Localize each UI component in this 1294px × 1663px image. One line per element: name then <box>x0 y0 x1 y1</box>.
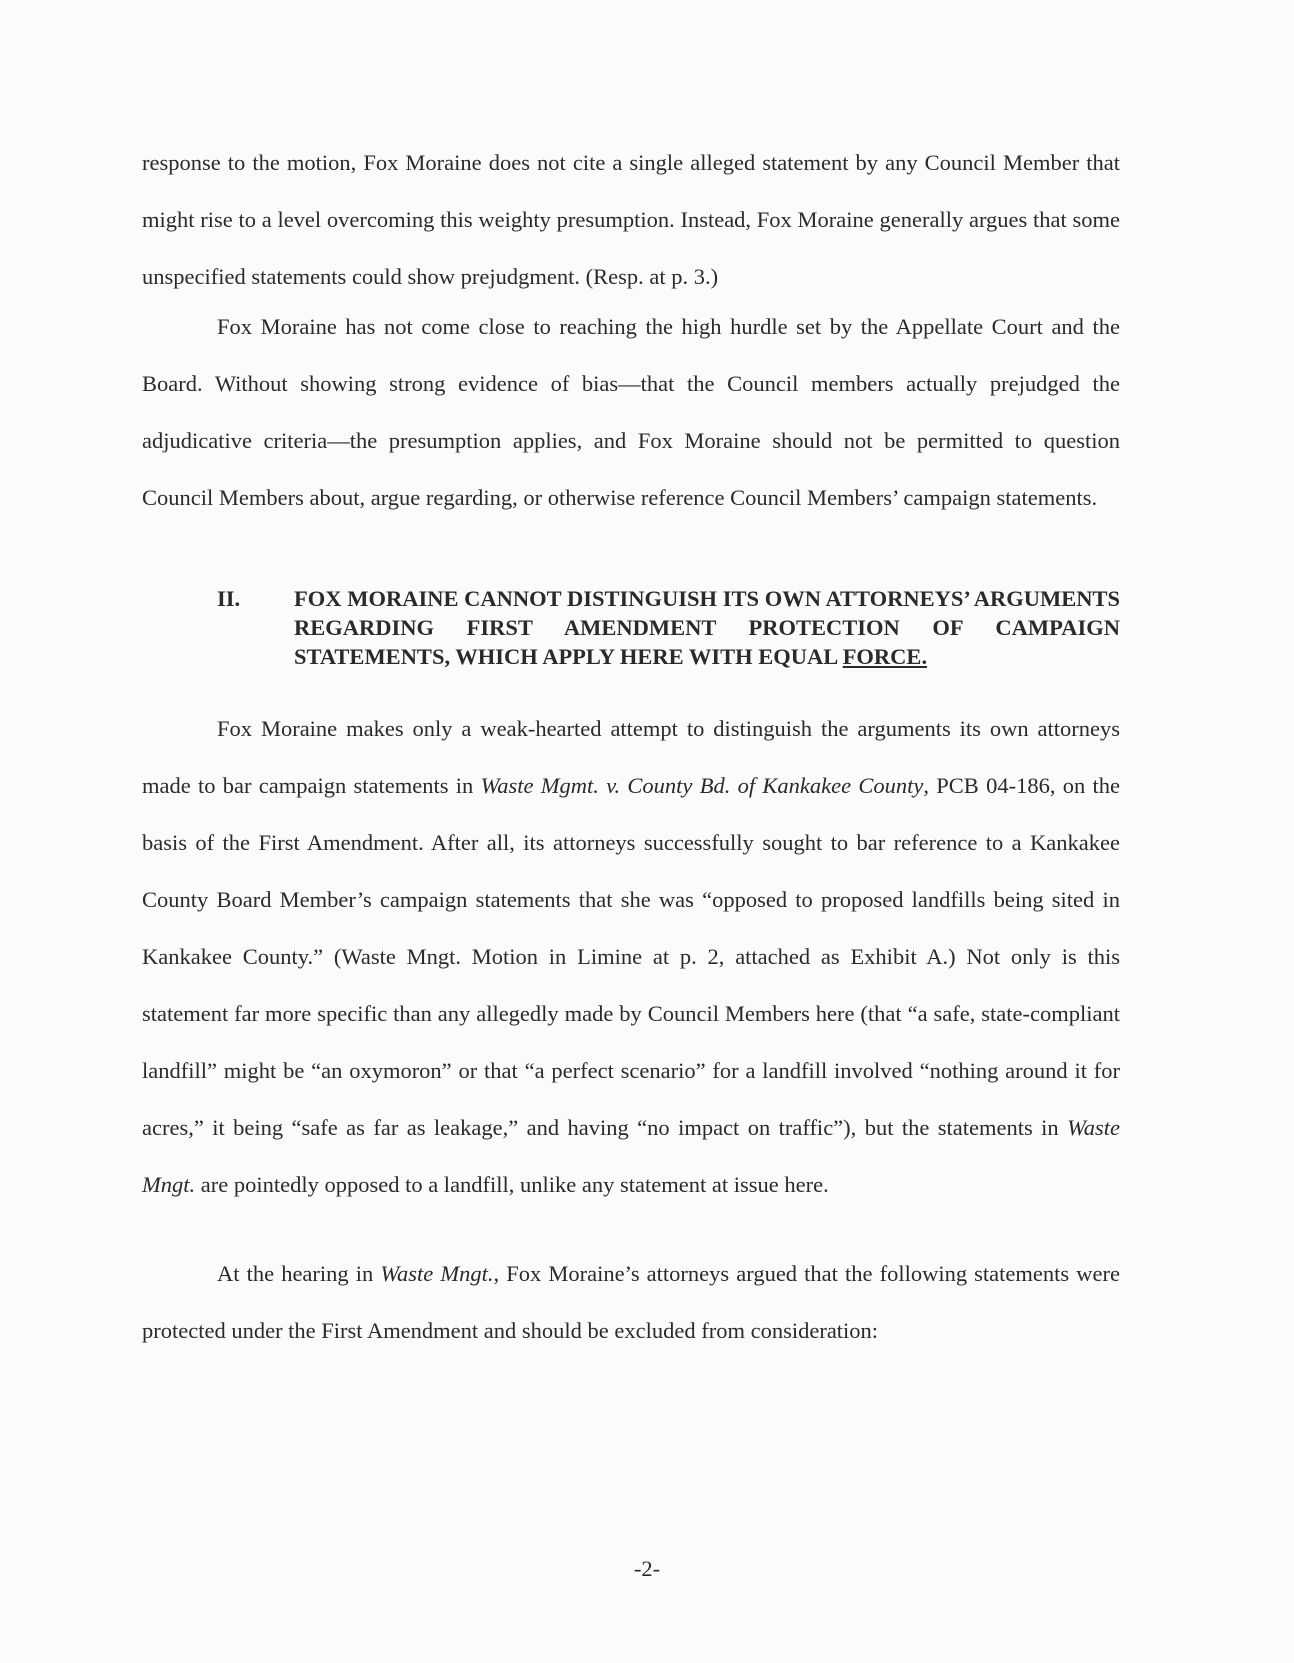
paragraph-1 <box>142 134 1120 305</box>
paragraph-4-text <box>142 1245 1120 1359</box>
paragraph-3 <box>142 700 1120 1213</box>
page-number: -2- <box>633 1556 661 1581</box>
paragraph-4-part-a: At the hearing in <box>217 1261 381 1286</box>
paragraph-1-text: response to the motion, Fox Moraine does not cite a single alleged statement by any Council Member that might rise to a level overcoming this weighty presumption. Instead, Fox Moraine generally argues that some unspecified statements could show prejudgment. (Resp. at p. 3.) <box>142 150 1120 289</box>
section-heading <box>217 584 1120 671</box>
paragraph-4 <box>142 1245 1120 1359</box>
section-heading-text <box>294 584 1120 671</box>
paragraph-2-text: Fox Moraine has not come close to reaching the high hurdle set by the Appellate Court and the Board. Without showing strong evidence of bias—that the Council members actually prejudged the adjudicative criteria—the presumption applies, and Fox Moraine should not be permitted to question Council Members about, argue regarding, or otherwise reference Council Members’ campaign statements. <box>142 314 1120 510</box>
paragraph-3-part-a: Fox Moraine makes only a weak-hearted attempt to distinguish the arguments its own attorneys made to bar campaign statements in <box>142 716 1120 798</box>
paragraph-3-text <box>142 700 1120 1213</box>
paragraph-3-part-c: are pointedly opposed to a landfill, unlike any statement at issue here. <box>195 1172 829 1197</box>
case-citation: Waste Mgmt. v. County Bd. of Kankakee County <box>480 773 924 798</box>
paragraph-3-part-b: , PCB 04-186, on the basis of the First Amendment. After all, its attorneys successfully sought to bar reference to a Kankakee County Board Member’s campaign statements that she was “opposed to proposed landfills being sited in Kankakee County.” (Waste Mngt. Motion in Limine at p. 2, attached as Exhibit A.) Not only is this statement far more specific than any allegedly made by Council Members here (that “a safe, state-compliant landfill” might be “an oxymoron” or that “a perfect scenario” for a landfill involved “nothing around it for acres,” it being “safe as far as leakage,” and having “no impact on traffic”), but the statements in <box>142 773 1120 1140</box>
paragraph-2 <box>142 298 1120 526</box>
section-heading-main: FOX MORAINE CANNOT DISTINGUISH ITS OWN ATTORNEYS’ ARGUMENTS REGARDING FIRST AMENDMENT PROTECTION OF CAMPAIGN STATEMENTS, WHICH APPLY HERE WITH EQUAL <box>294 586 1120 669</box>
paragraph-4-part-b: , Fox Moraine’s attorneys argued that the following statements were protected under the First Amendment and should be excluded from consideration: <box>142 1261 1120 1343</box>
section-heading-last: FORCE. <box>842 644 928 669</box>
case-short-citation: Waste Mngt. <box>380 1261 494 1286</box>
case-short-citation: Waste Mngt. <box>142 1115 1120 1197</box>
section-number: II. <box>217 586 241 611</box>
